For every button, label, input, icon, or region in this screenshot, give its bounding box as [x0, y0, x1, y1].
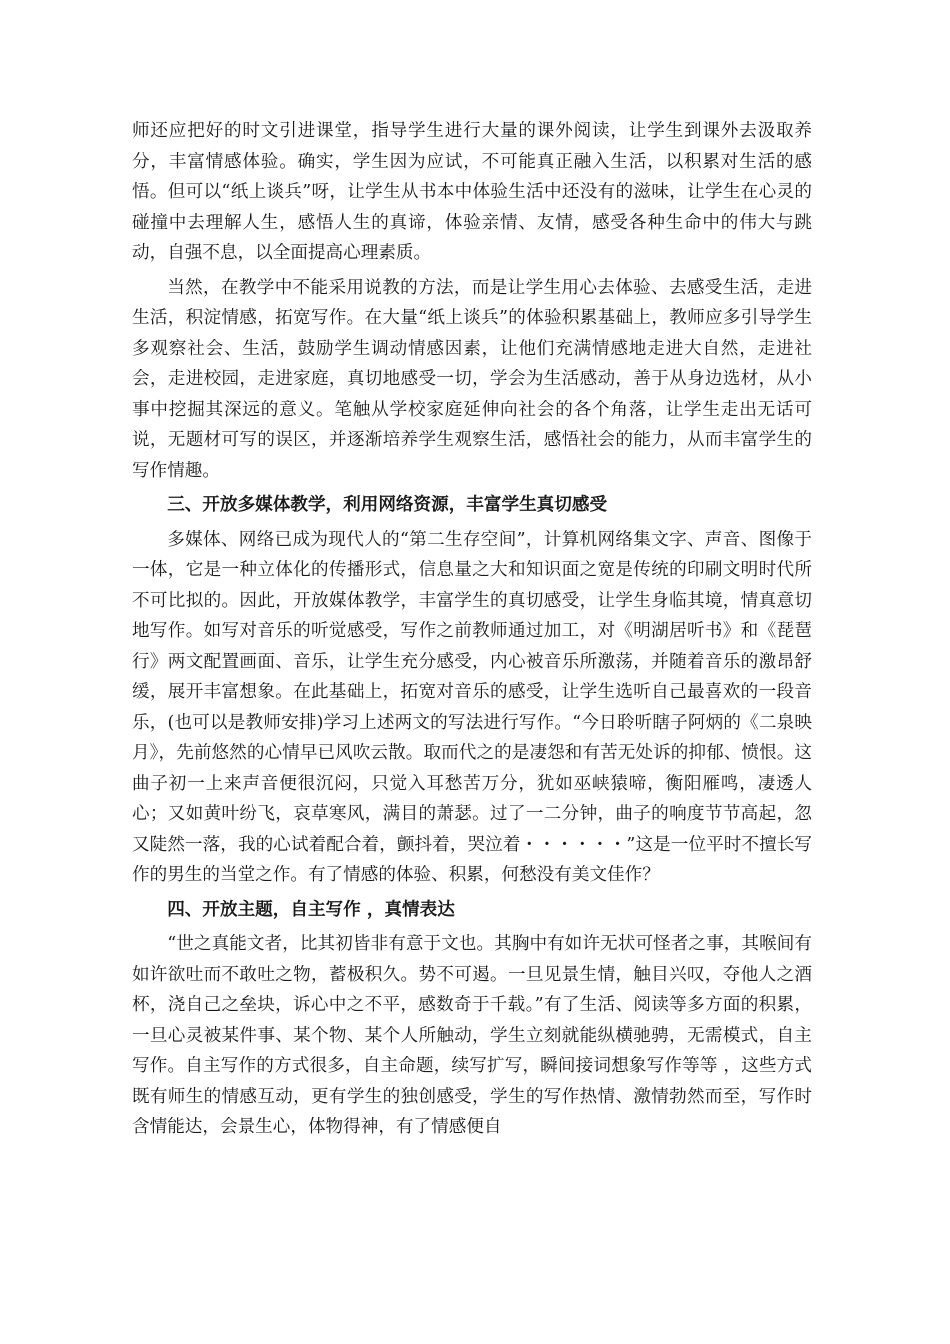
document-body [132, 116, 812, 1147]
section-heading-multimedia: 三、开放多媒体教学，利用网络资源，丰富学生真切感受 [167, 495, 608, 515]
paragraph-continuation: 师还应把好的时文引进课堂，指导学生进行大量的课外阅读，让学生到课外去汲取养分，丰富情感体验。确实，学生因为应试，不可能真正融入生活，以积累对生活的感悟。但可以“纸上谈兵”呀，让学生从书本中体验生活中还没有的滋味，让学生在心灵的碰撞中去理解人生，感悟人生的真谛，体验亲情、友情，感受各种生命中的伟大与跳动，自强不息，以全面提高心理素质。 [132, 121, 812, 263]
paragraph-multimedia: 多媒体、网络已成为现代人的“第二生存空间”，计算机网络集文字、声音、图像于一体，它是一种立体化的传播形式，信息量之大和知识面之宽是传统的印刷文明时代所不可比拟的。因此，开放媒体教学，丰富学生的真切感受，让学生身临其境，情真意切地写作。如写对音乐的听觉感受，写作之前教师通过加工，对《明湖居听书》和《琵琶行》两文配置画面、音乐，让学生充分感受，内心被音乐所激荡，并随着音乐的激昂舒缓，展开丰富想象。在此基础上，拓宽对音乐的感受，让学生选听自己最喜欢的一段音乐，(也可以是教师安排)学习上述两文的写法进行写作。“今日聆听瞎子阿炳的《二泉映月》，先前悠然的心情早已风吹云散。取而代之的是凄怨和有苦无处诉的抑郁、愤恨。这曲子初一上来声音便很沉闷，只觉入耳愁苦万分，犹如巫峡猿啼，衡阳雁鸣，凄透人心；又如黄叶纷飞，哀草寒风，满目的萧瑟。过了一二分钟，曲子的响度节节高起，忽又陡然一落，我的心试着配合着，颤抖着，哭泣着・・・・・・”这是一位平时不擅长写作的男生的当堂之作。有了情感的体验、积累，何愁没有美文佳作？ [132, 529, 812, 885]
paragraph-open-theme: “世之真能文者，比其初皆非有意于文也。其胸中有如许无状可怪者之事，其喉间有如许欲吐而不敢吐之物，蓄极积久。势不可遏。一旦见景生情，触目兴叹，夺他人之酒杯，浇自己之垒块，诉心中之不平，感数奇于千载。”有了生活、阅读等多方面的积累，一旦心灵被某件事、某个物、某个人所触动，学生立刻就能纵横驰骋，无需模式，自主写作。自主写作的方式很多，自主命题，续写扩写，瞬间接词想象写作等等 ，这些方式既有师生的情感互动，更有学生的独创感受，学生的写作热情、激情勃然而至，写作时含情能达，会景生心，体物得神，有了情感便自 [132, 934, 812, 1137]
section-heading-open-theme: 四、开放主题，自主写作 ，真情表达 [167, 899, 455, 920]
paragraph-experience-life: 当然，在教学中不能采用说教的方法，而是让学生用心去体验、去感受生活，走进生活，积淀情感，拓宽写作。在大量“纸上谈兵”的体验积累基础上，教师应多引导学生多观察社会、生活，鼓励学生调动情感因素，让他们充满情感地走进大自然，走进社会，走进校园，走进家庭，真切地感受一切，学会为生活感动，善于从身边选材，从小事中挖掘其深远的意义。笔触从学校家庭延伸向社会的各个角落，让学生走出无话可说，无题材可写的误区，并逐渐培养学生观察生活，感悟社会的能力，从而丰富学生的写作情趣。 [132, 277, 812, 481]
